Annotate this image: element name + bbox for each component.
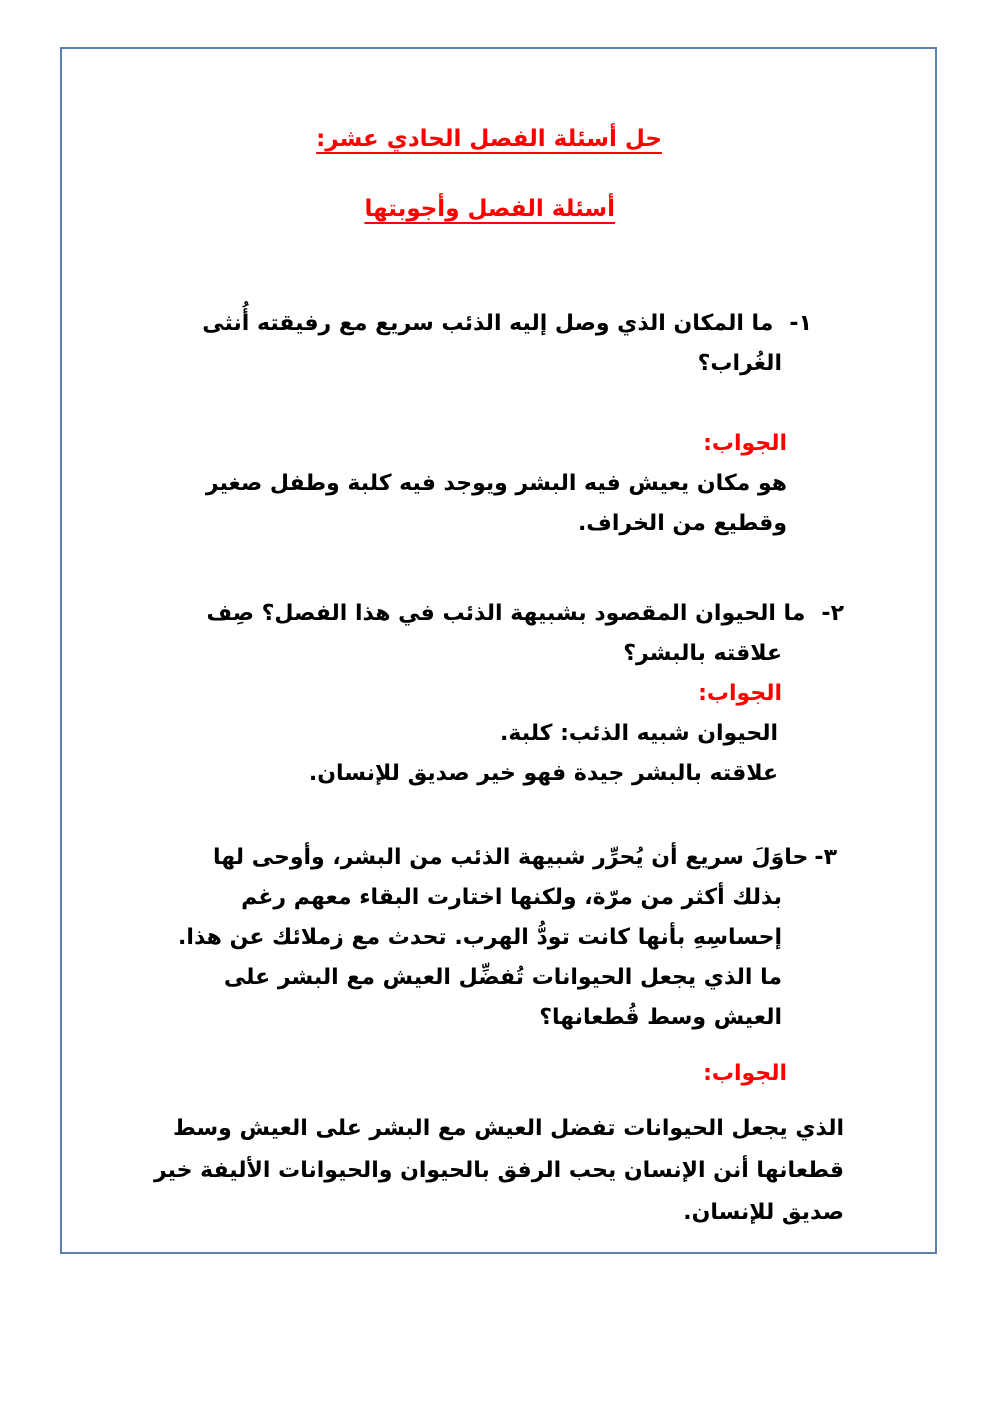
answer-2-line-1: الحيوان شبيه الذئب: كلبة.: [500, 721, 778, 746]
answer-2-label: الجواب:: [698, 681, 782, 706]
question-2-line-2: علاقته بالبشر؟: [623, 641, 782, 666]
answer-3-line-2: قطعانها أنن الإنسان يحب الرفق بالحيوان والحيوانات الأليفة خير: [153, 1158, 844, 1183]
question-3-lines: [178, 878, 782, 1038]
answer-3-line-1: الذي يجعل الحيوانات تفضل العيش مع البشر على العيش وسط: [172, 1116, 844, 1141]
page-border: [60, 47, 937, 1254]
question-3-line-4: ما الذي يجعل الحيوانات تُفضِّل العيش مع البشر على: [223, 965, 782, 990]
question-2: [207, 594, 845, 634]
question-3-line-1: ٣-حاوَلَ سريع أن يُحرِّر شبيهة الذئب من البشر، وأوحى لها: [213, 838, 837, 878]
question-3-line-3: إحساسِهِ بأنها كانت تودُّ الهرب. تحدث مع زملائك عن هذا.: [178, 925, 782, 950]
question-1: [202, 304, 812, 344]
answer-1-line-1: هو مكان يعيش فيه البشر ويوجد فيه كلبة وطفل صغير: [205, 471, 787, 496]
page-subtitle: أسئلة الفصل وأجوبتها: [364, 196, 615, 222]
question-3-line-2: بذلك أكثر من مرّة، ولكنها اختارت البقاء معهم رغم: [241, 885, 782, 910]
answer-3-line-3: صديق للإنسان.: [683, 1200, 844, 1225]
page-title: حل أسئلة الفصل الحادي عشر:: [316, 126, 662, 152]
answer-3: [154, 1108, 844, 1234]
answer-2-line-2: علاقته بالبشر جيدة فهو خير صديق للإنسان.: [308, 761, 778, 786]
question-1-number: ١-: [789, 311, 812, 336]
answer-2: [309, 674, 782, 794]
question-2-line-1: ٢-ما الحيوان المقصود بشبيهة الذئب في هذا الفصل؟ صِف: [207, 594, 845, 634]
question-3: [213, 838, 837, 878]
question-2-number: ٢-: [821, 601, 844, 626]
question-1-line-1: ١-ما المكان الذي وصل إليه الذئب سريع مع رفيقته أُنثى: [202, 304, 812, 344]
answer-1-label: الجواب:: [703, 431, 787, 456]
answer-1: [206, 424, 787, 544]
question-3-number: ٣-: [814, 845, 837, 870]
answer-3-label: الجواب:: [703, 1061, 787, 1086]
answer-1-line-2: وقطيع من الخراف.: [577, 511, 787, 536]
question-1-line-2: الغُراب؟: [697, 351, 782, 376]
question-3-line-5: العيش وسط قُطعانها؟: [539, 1005, 782, 1030]
